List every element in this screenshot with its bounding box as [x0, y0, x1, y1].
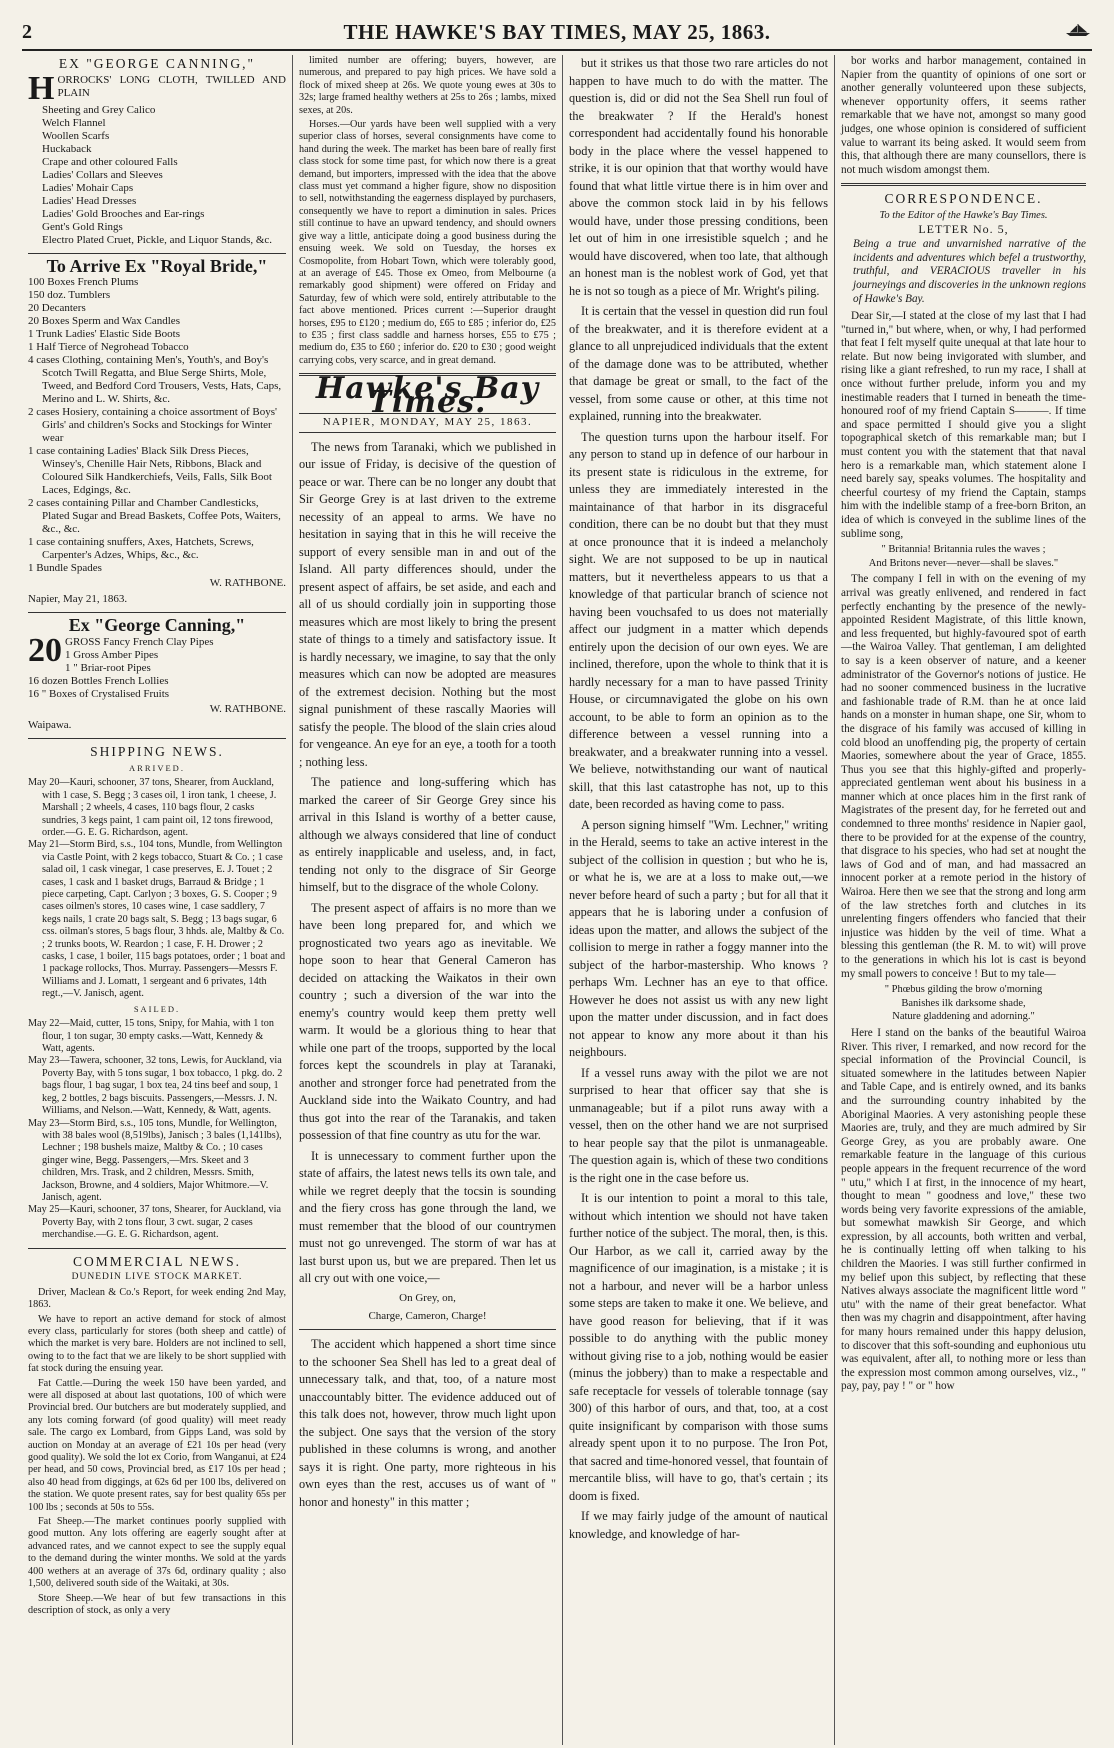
paragraph: The patience and long-suffering which has marked the career of Sir George Grey since his arrival in this Island is worthy of a better cause, although we always considered that line of conduct as entirely inapplicable and useless, and, in fact, tending not only to the disgrace of Sir George himself, but to the disgrace of the whole Colony.	[299, 775, 556, 895]
list-item: Electro Plated Cruet, Pickle, and Liquor Stands, &c.	[42, 233, 273, 246]
signature: W. RATHBONE.	[209, 577, 286, 590]
verse-line: Charge, Cameron, Charge!	[368, 1309, 487, 1322]
paragraph: Store Sheep.—We hear of but few transactions in this description of stock, as only a very	[28, 1592, 286, 1616]
ad-header-george-canning-2: Ex "George Canning,"	[68, 615, 246, 636]
verse-line: And Britons never—never—shall be slaves."	[868, 557, 1059, 569]
ad1-list	[28, 104, 286, 247]
commercial-subhead: DUNEDIN LIVE STOCK MARKET.	[71, 1272, 243, 1283]
column-3	[562, 55, 834, 1745]
shipping-entry: May 23—Tawera, schooner, 32 tons, Lewis, for Auckland, via Poverty Bay, with 5 tons sugar, 1 box tobacco, 1 pkg. do. 2 bags flour, 1 bag sugar, 1 box tea, 24 tins beef and soup, 1 keg, 2 bottles, 2 bags biscuits. Passengers,—Messrs. J. N. Williams, and Nelson.—Watt, Kennedy, & Watt, agents.	[28, 1055, 283, 1117]
list-item: Huckaback	[42, 142, 92, 155]
paragraph: It is our intention to point a moral to this tale, without which intention we should not have taken further notice of the subject. The moral, then, is this. Our Harbor, as we call it, carried away by the magnificence of our imagination, is a mistake ; it is not a harbour, and never will be a harbor unless some steps are taken to make it one. We believe, and have good reason for believing, that if it was possible to do anything with the public money without giving rise to a job, nothing would be easier (minus the jobbery) than to make a respectable and safe receptacle for vessels of tolerable tonnage (say 300) of this harbor of ours, and that, too, at a cost quite insignificant by comparison with those sums already spent upon it to no purpose. The Iron Pot, that sacred and time-honored vessel, that fountain of mercantile bliss, will have to go, that's certain ; its doom is fixed.	[569, 1191, 828, 1503]
correspondence-header: CORRESPONDENCE.	[884, 191, 1043, 207]
signature: W. RATHBONE.	[209, 702, 286, 715]
paragraph: Fat Sheep.—The market continues poorly supplied with good mutton. Any lots offering are eagerly sought after at advanced rates, and we cannot expect to see the supply equal to the demand during the winter months. We sold at the yards 400 wethers at an average of 37s 6d, ordinary quality ; also 1,500, delivered south side of the Waitaki, at 30s.	[28, 1516, 286, 1590]
list-item: 1 Bundle Spades	[28, 562, 102, 575]
list-item: 16 dozen Bottles French Lollies	[28, 674, 169, 687]
list-item: 1 Half Tierce of Negrohead Tobacco	[28, 341, 189, 354]
paragraph: Driver, Maclean & Co.'s Report, for week ending 2nd May, 1863.	[28, 1286, 286, 1311]
list-item: 1 Trunk Ladies' Elastic Side Boots	[28, 328, 181, 341]
commercial-news-header: COMMERCIAL NEWS.	[72, 1253, 241, 1269]
list-item: Ladies' Gold Brooches and Ear-rings	[42, 207, 205, 220]
ad-lead-text: ORROCKS' LONG CLOTH, TWILLED AND PLAIN	[57, 73, 286, 100]
columns	[22, 55, 1092, 1745]
verse-line: " Phœbus gilding the brow o'morning	[884, 984, 1043, 996]
list-item: 100 Boxes French Plums	[28, 276, 139, 289]
shipping-entry: May 25—Kauri, schooner, 37 tons, Shearer, for Auckland, via Poverty Bay, with 2 tons flour, 3 cwt. sugar, 2 cases merchandise.—G. E. G. Richardson, agent.	[28, 1204, 281, 1241]
paragraph: If a vessel runs away with the pilot we are not surprised to hear that officer say that she is unmanageable; but if a pilot runs away with a vessel, then on the other hand we are not surprised to hear people say that the pilot is unmanageable. The question again is, which of these two conditions is the right one in the case before us.	[569, 1065, 828, 1185]
list-item: 1 Gross Amber Pipes	[65, 648, 159, 661]
paragraph: Here I stand on the banks of the beautiful Wairoa River. This river, I remarked, and now record for the special information of the Provincial Council, is situated somewhere in the latitudes between Napier and Table Cape, and is entirely owned, and its banks and the surrounding country inhabited by the Aboriginal Maories. A very astonishing people these Maories are, truly, and they are much admired by Sir George Grey, as you are probably aware. One remarkable feature in the language of this curious people appears in the frequent recurrence of the word " utu," which I at first, in the innocence of my heart, thought to mean " goodness and love," these two words being very favorite expressions of the amiable, but somewhat mawkish Sir George, and which expression, by all accounts, both written and verbal, he is continually letting off when talking to his children the Maories. I was still further confirmed in my belief upon this subject, by reflecting that these Natives always associate the magnificent little word " utu" with the name of their great benefactor. What then was my chagrin and disappointment, after having for many hours remained under this happy delusion, to discover that this soft-sounding and euphonious utu was equivalent, after all, to nothing more or less than the expression most common among ourselves, viz., " pay, pay, pay ! " or " how	[841, 1026, 1086, 1393]
editorial-masthead: Hawke's Bay Times.	[315, 371, 540, 420]
sailed-label: SAILED.	[133, 1003, 181, 1014]
paragraph: The present aspect of affairs is no more than we have been long prepared for, and which we prognosticated two years ago as inevitable. We hope soon to hear that General Cameron has decided on attacking the Waikatos in their own country ; such a diversion of the war into the enemy's country would keep them pretty well warm. It would be a glorious thing to hear that while one part of the troops, supported by the local forces kept the scoundrels in play at Taranaki, another and stronger force had penetrated from the Auckland side into the Waikato Country, and had thus got into the rear of the Taranakis, and taken possession of that fine country as utu for the war.	[299, 900, 556, 1143]
paragraph: We have to report an active demand for stock of almost every class, particularly for stores (both sheep and cattle) of which the market is very bare. Holders are not inclined to sell, owing to to the fact that we are likely to be short supplied with fat stock during the ensuing year.	[28, 1313, 286, 1375]
ad-lead	[28, 69, 286, 107]
list-item: Ladies' Mohair Caps	[42, 181, 134, 194]
list-item: Sheeting and Grey Calico	[42, 103, 156, 116]
paragraph: Fat Cattle.—During the week 150 have been yarded, and were all disposed at about last quotations, 100 of which were Provincial bred. Our butchers are but moderately supplied, and any lots coming forward (of good quality) will meet ready sale. The cargo ex Lombard, from Gipps Land, was sold by auction on Monday at an average of £21 10s per head (very good quality). We sold the lot ex Corio, from Wanganui, at £24 per head, and 50 cows, Provincial bred, as £17 10s per head ; also 40 head from diggings, at 62s 6d per 100 lbs, delivered on the station. We quote present rates, say for best quality 65s per 100 lbs ; seconds at 50s to 55s.	[28, 1377, 286, 1513]
paragraph: Horses.—Our yards have been well supplied with a very superior class of horses, several consignments have come to hand during the week. The market has been bare of really first class stock for some time past, for which now there is a great demand, but importers, impressed with the idea that the above class must yet command a higher figure, show no disposition to sell, notwithstanding the eagerness displayed by purchasers, consequently we have to report a diminution in sales. Prices still continue to have an upward tendency, and should owners give way a little, anticipate doing a good business during the ensuing week. We sold on Tuesday, the horses ex Cosmopolite, from Hobart Town, which were tolerably good, at an average of £45. Those ex Omeo, from Melbourne (a remarkably good shipment) were offered on Friday and Saturday, few of which were sold, entirely attributable to the fact above mentioned. Prices current :—Superior draught horses, £95 to £120 ; medium do, £65 to £85 ; inferior do, £25 to £35 ; first class saddle and harness horses, £55 to £75 ; medium do, £35 to £60 ; inferior do. £20 to £30 ; good weight carrying cobs, very scarce, and in great demand.	[299, 119, 556, 366]
divider	[28, 738, 286, 739]
column-1	[22, 55, 292, 1745]
verse-line: Banishes ilk darksome shade,	[901, 997, 1026, 1009]
drop-cap: H	[28, 69, 55, 107]
newspaper-title: THE HAWKE'S BAY TIMES, MAY 25, 1863.	[343, 19, 771, 44]
arrived-label: ARRIVED.	[129, 762, 185, 773]
list-item: 2 cases containing Pillar and Chamber Candlesticks, Plated Sugar and Bread Baskets, Coffee Pots, Waiters, &c., &c.	[28, 497, 281, 536]
list-item: 150 doz. Tumblers	[28, 289, 111, 302]
list-item: 1 case containing Ladies' Black Silk Dress Pieces, Winsey's, Chenille Hair Nets, Ribbons, Black and Coloured Silk Handkerchiefs, Veils, Falls, Silk Boot Laces, Edgings, &c.	[28, 445, 272, 497]
dateline: NAPIER, MONDAY, MAY 25, 1863.	[299, 413, 556, 433]
verse-line: " Britannia! Britannia rules the waves ;	[881, 544, 1046, 556]
ad-header-george-canning: EX "GEORGE CANNING,"	[58, 56, 256, 71]
shipping-entry: May 23—Storm Bird, s.s., 105 tons, Mundle, for Wellington, with 38 bales wool (8,519lbs), Janisch ; 3 bales (1,141lbs), Lechner ; 198 bushels maize, Maltby & Co. ; 10 cases ginger wine, Begg. Passengers,—Mrs. Skeet and 3 children, Mrs. Trask, and 2 children, Messrs. Smith, Jackson, Browne, and 4 soldiers, Major Whitmore.—V. Janisch, agent.	[28, 1117, 282, 1203]
shipping-entry: May 20—Kauri, schooner, 37 tons, Shearer, from Auckland, with 1 case, S. Begg ; 3 cases oil, 1 iron tank, 1 cheese, J. Marshall ; 2 wheels, 4 cases, 110 bags flour, 2 casks sundries, 3 kegs paint, 1 cam paint oil, 12 tons firewood, order.—G. E. G. Richardson, agent.	[28, 777, 277, 838]
placeline: Napier, May 21, 1863.	[28, 592, 128, 605]
list-item: 20 Boxes Sperm and Wax Candles	[28, 315, 180, 328]
ad3-body	[28, 631, 286, 701]
list-item: 20 Decanters	[28, 302, 86, 315]
list-item: 16 " Boxes of Crystalised Fruits	[28, 687, 170, 700]
divider	[28, 253, 286, 254]
drop-cap: 20	[28, 631, 62, 669]
list-item: GROSS Fancy French Clay Pipes	[65, 635, 214, 648]
placeline: Waipawa.	[28, 718, 72, 731]
paragraph: The accident which happened a short time since to the schooner Sea Shell has led to a great deal of unnecessary talk, and that, too, of a nature most unaccountably bitter. The evidence adduced out of this talk does not, however, throw much light upon the subject. One says that the version of the story published in these columns is wrong, and another says it is right. One party, more righteous in his own eyes than the rest, accuses us of want of " honor and honesty" in this matter ;	[299, 1337, 556, 1509]
paragraph: bor works and harbor management, contained in Napier from the quantity of opinions of one sort or another generally volunteered upon these subjects, whenever opportunity offers, it seems rather remarkable that we have not, amongst so many good judges, one whose opinion is considered of sufficient value to warrant its being asked. It would seem from this, that although there are many counsellors, there is not much wisdom amongst them.	[841, 55, 1086, 176]
column-2	[292, 55, 562, 1745]
ship-icon	[1052, 23, 1092, 42]
paragraph: The company I fell in with on the evening of my arrival was greatly enlivened, and rendered in fact perfectly enchanting by the presence of the newly-appointed Resident Magistrate, of this little known, and less frequented, but highly-favoured spot of earth—the Wairoa Valley. That gentleman, I am delighted to say is a keen observer of nature, and a keener administrator of the Governor's notions of justice. He had no sooner commenced business in the lucrative and fashionable trade of R.M. than he at once laid hands on a monster in human shape, one Sir, whom to the disgrace of his family was accused of killing in cold blood an unoffending pig, the property of certain Maories, somewhere about the year of Grace, 1855. Thus you see that this highly-gifted and properly-appreciated gentleman went about his business in a manner which at once places him in the first rank of Magistrates of the present day, for he ferreted out and condemned to three months' residence in Napier gaol, there to be provided for at the expense of the country, that disgrace to his species, who had set at nought the laws of God and of man, and had massacred an innocent porker at a remote period in the history of Wairoa. Here then we see that the strong and long arm of the law stretches forth and clutches in its unrelenting fingers offenders who fancied that their injustice was hidden by the veil of time. What a blessing this gentleman (the R. M. to wit) will prove to the generations in which his lot is cast is beyond my small powers to conceive ! But to my tale—	[841, 573, 1086, 980]
paragraph: It is certain that the vessel in question did run foul of the breakwater, and it is therefore evident at a glance to all unprejudiced individuals that the extent of the damage done was to be attributed, whether that damage be great or small, to the fact of the vessel, from some cause or other, at this time not explained, running into the breakwater.	[569, 304, 828, 423]
paragraph: Dear Sir,—I stated at the close of my last that I had "turned in," but where, when, or why, I had performed that feat I felt myself quite unequal at that late hour to relate. But now being invigorated with slumber, and rising like a giant refreshed, to run my race, I shall at once without further prelude, inform you and my inestimable readers that I turned in beneath the time-honoured roof of my friend Captain S———. If time and space permitted I should give you a slight topographical sketch of this remarkable man; but I must content you with the statement that that naval hero is a remarkable man, which statement alone I need barely say, speaks volumes. The hospitality and cheerful courtesy of my friend the Captain, stamps him with the indelible stamp of a free-born Briton, an idea of which is conveyed in the sublime lines of the sublime song,	[841, 310, 1086, 540]
column-4	[834, 55, 1092, 1745]
page-number: 2	[22, 20, 32, 43]
shipping-entry: May 21—Storm Bird, s.s., 104 tons, Mundle, from Wellington via Castle Point, with 2 kegs tobacco, Stuart & Co. ; 1 case salad oil, 1 cask vinegar, 1 case preserves, E. J. Touet ; 2 cases, 1 cask and 1 basket drugs, Barraud & Bridge ; 1 piece carpeting, Capt. Carlyon ; 3 boxes, G. S. Cooper ; 9 cases oilmen's stores, 10 cases wine, 1 case saddlery, 7 kegs nails, 1 crate 20 bags salt, S. Begg ; 13 bags sugar, 6 css. oilman's stores, 5 bags flour, 3 hhds. ale, Maltby & Co. ; 2 trunks boots, W. Reardon ; 1 case, F. H. Drower ; 2 casks, 1 case, 1 boiler, 115 bags potatoes, order ; 1 boat and 1 package rollocks, Thos. Murray. Passengers—Messrs F. Williams and J. Lomatt, 1 sergeant and 6 privates, 14th regt.,—V. Janisch, agent.	[28, 839, 286, 1000]
paragraph: If we may fairly judge of the amount of nautical knowledge, and knowledge of har-	[569, 1509, 828, 1541]
verse-line: Nature gladdening and adorning."	[892, 1011, 1035, 1023]
letter-number: LETTER No. 5,	[918, 221, 1009, 236]
paragraph: A person signing himself "Wm. Lechner," writing in the Herald, seems to take an active interest in the subject of the collision in question ; but who he is, or what he is, we are at a loss to make out,—we never before heard of such a party ; but for all that it appears that he is laboring under a confusion of ideas upon the matter, and allows the subject of the collision to merge in rather a foggy manner into the subject of the harbor-mastership. Who knows ? perhaps Wm. Lechner has an eye to that office. However he does not assist us with any new light upon the matter under discussion, and in fact does not appear to know any more about it than his neighbours.	[569, 817, 828, 1059]
divider	[28, 1248, 286, 1249]
divider	[841, 183, 1086, 186]
list-item: Woollen Scarfs	[42, 129, 110, 142]
list-item: Ladies' Collars and Sleeves	[42, 168, 163, 181]
list-item: 2 cases Hosiery, containing a choice assortment of Boys' Girls' and children's Socks and Stockings for Winter wear	[28, 406, 278, 445]
list-item: Gent's Gold Rings	[42, 220, 123, 233]
divider	[28, 612, 286, 613]
paragraph: The question turns upon the harbour itself. For any person to stand up in defence of our harbour in its present state is ridiculous in the extreme, for unless they are immediately interested in the maintainance of that harbor in its disgraceful condition, there can be no doubt but that they must at once pronounce that it is indeed a melancholy sight. We are not supposed to be up in nautical matters, but it nevertheless appears to us that a knowledge of that particular branch of science not having been vouchsafed to us does not materially affect our judgment in a matter which depends entirely upon the decision of our own eyes. We are inclined, therefore, upon the whole to think that it is hardly necessary for a man to have passed Trinity House, or circumnavigated the globe on his own account, to be able to form an opinion as to the difference between a vessel running into a breakwater, and a breakwater running into a vessel. We believe, notwithstanding our want of nautical skill, that this last catastrophe has not, up to this date, been recorded as having come to pass.	[569, 429, 828, 811]
shipping-entry: May 22—Maid, cutter, 15 tons, Snipy, for Mahia, with 1 ton flour, 1 ton sugar, 30 empty casks.—Watt, Kennedy & Watt, agents.	[28, 1018, 274, 1055]
paragraph: The news from Taranaki, which we published in our issue of Friday, is decisive of the question of peace or war. There can be no longer any doubt that Sir George Grey is at last driven to the extreme necessity of an appeal to arms. We have no hesitation in saying that in this he will receive the support of every sensible man in and out of the Island. All party differences should, under the present aspect of affairs, be set aside, and each and all of us should cordially join in supporting those measures which are most likely to bring the present state of things to a timely and satisfactory issue. It is hardly necessary, we imagine, to say that the only measures which can now be adopted are measures of the extremest decision. Nothing but the most signal punishment of these rascally Maories will satisfy the people. The blood of the slain cries aloud for vengeance. An eye for an eye, a tooth for a tooth ; nothing less.	[299, 439, 556, 769]
paragraph: but it strikes us that those two rare articles do not happen to have much to do with the matter. The question is, did or did not the Sea Shell run foul of the breakwater ? If the Herald's honest correspondent had accidentally found his honorable body in the place where the vessel happened to strike, it is our opinion that that worthy would have found that what little virtue there is in him over and above the common stock laid in by his fellows would have, under those pressing conditions, been let out of him in one irresistible squelch ; and he would have discovered, when too late, that although an honest man is the noblest work of God, yet that he is not so tough as a piece of Mr. Wright's piling.	[569, 56, 828, 298]
verse-line: On Grey, on,	[399, 1291, 456, 1304]
to-editor: To the Editor of the Hawke's Bay Times.	[879, 209, 1048, 221]
paragraph: It is unnecessary to comment further upon the state of affairs, the latest news tells its own tale, and while we regret deeply that the tocsin is sounding and the fiery cross has gone through the land, we must remember that the blood of our countrymen must not go unrevenged. The storm of war has at last burst upon us, but we are prepared. Then let us all cry out with one voice,—	[299, 1148, 556, 1286]
paragraph: limited number are offering; buyers, however, are numerous, and prepared to pay high prices. We have sold a flock of mixed sheep at 26s. We quote young ewes at 30s to 32s; large framed healthy wethers at 25s to 26s ; lambs, mixed sexes, at 20s.	[299, 55, 556, 116]
divider	[299, 1329, 556, 1330]
list-item: Welch Flannel	[42, 116, 106, 129]
letter-subtitle: Being a true and unvarnished narrative of the incidents and adventures which befel a trustworthy, truthful, and VERACIOUS traveller in his journeyings and discoveries in the unknown regions of Hawke's Bay.	[853, 238, 1086, 305]
list-item: Ladies' Head Dresses	[42, 194, 137, 207]
masthead	[22, 18, 1092, 51]
list-item: 4 cases Clothing, containing Men's, Youth's, and Boy's Scotch Twill Regatta, and Blue Serge Shirts, Mole, Tweed, and Bedford Cord Trousers, Vests, Hats, Caps, Merino and L. W. Shirts, &c.	[28, 354, 282, 406]
list-item: 1 case containing snuffers, Axes, Hatchets, Screws, Carpenter's Adzes, Whips, &c., &c.	[28, 536, 254, 562]
shipping-news-header: SHIPPING NEWS.	[90, 744, 224, 760]
list-item: 1 " Briar-root Pipes	[65, 661, 151, 674]
ad-header-royal-bride: To Arrive Ex "Royal Bride,"	[46, 255, 268, 276]
list-item: Crape and other coloured Falls	[42, 155, 178, 168]
